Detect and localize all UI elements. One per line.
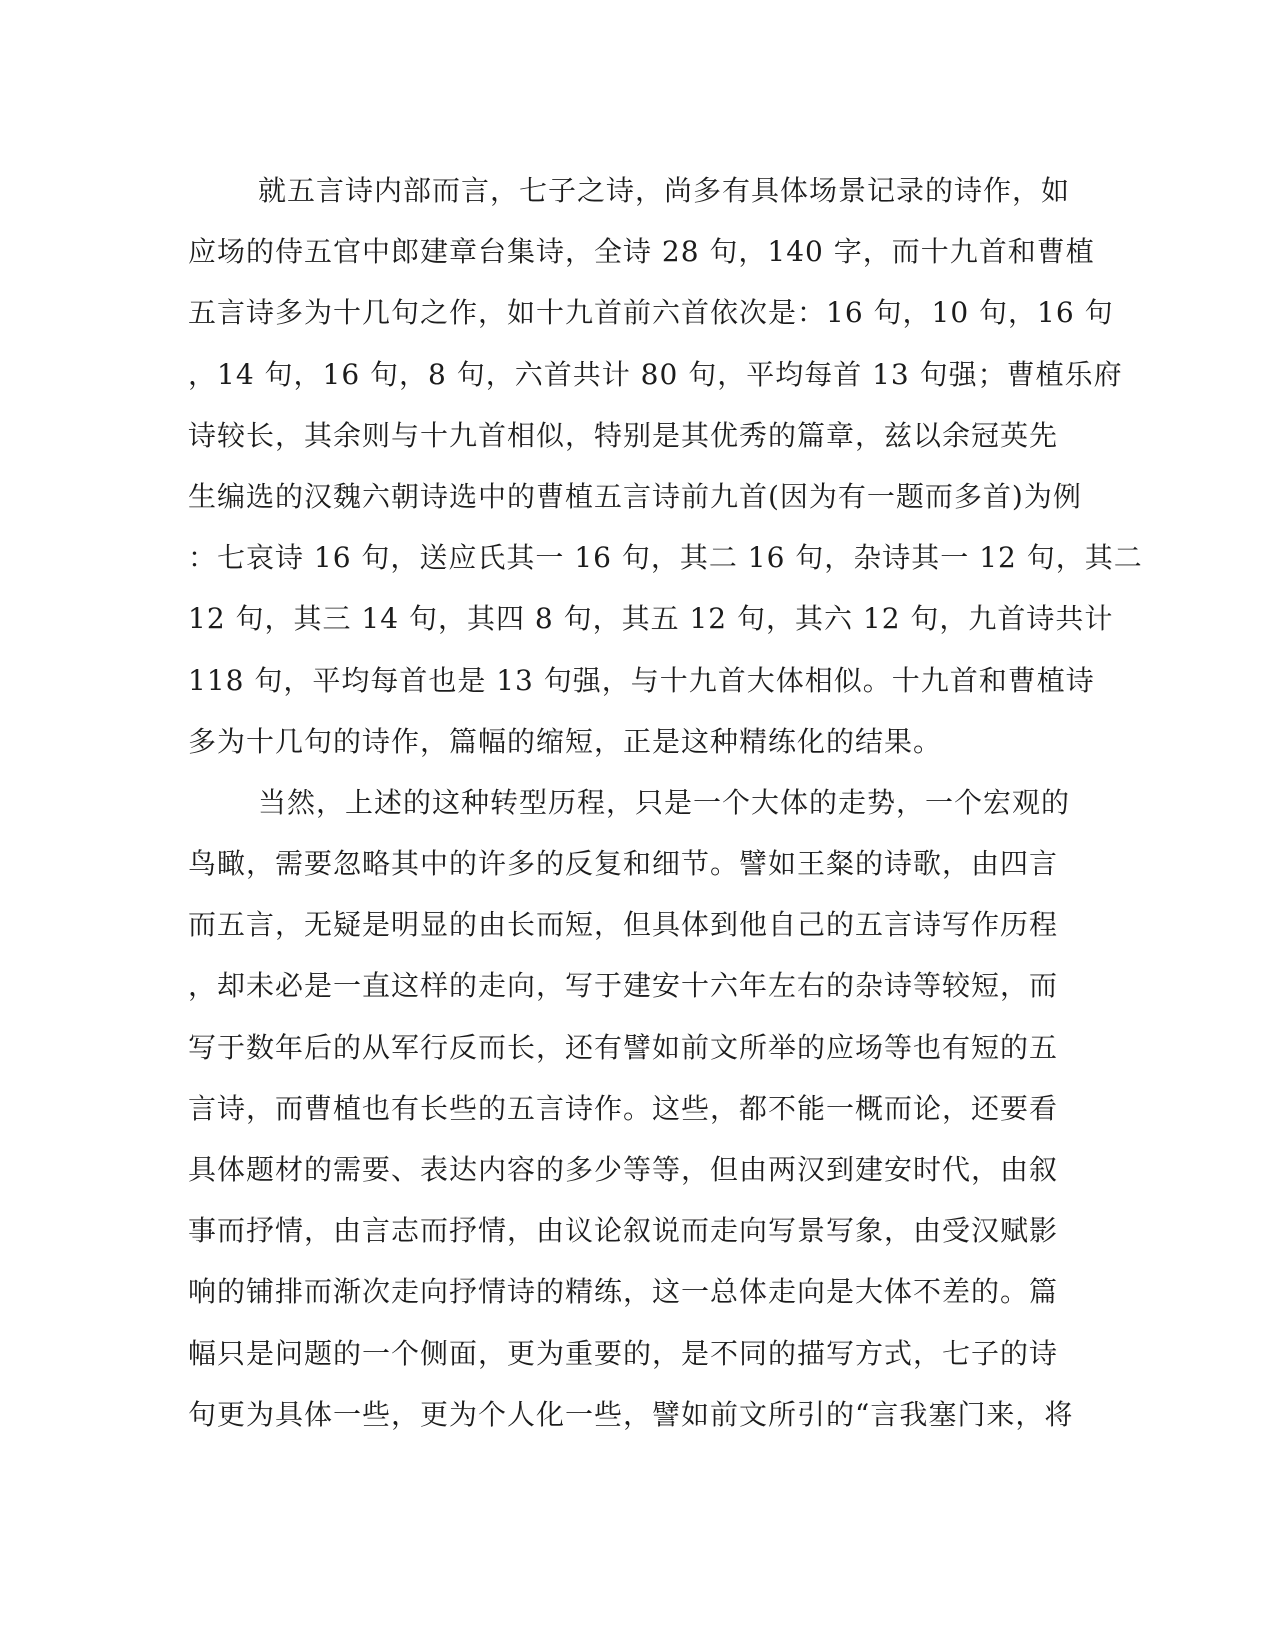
paragraph-1-line-7: ：七哀诗 16 句，送应氏其一 16 句，其二 16 句，杂诗其一 12 句，其二 [188, 541, 1143, 575]
paragraph-1-line-8: 12 句，其三 14 句，其四 8 句，其五 12 句，其六 12 句，九首诗共计 [188, 602, 1114, 636]
paragraph-2-line-2: 鸟瞰，需要忽略其中的许多的反复和细节。譬如王粲的诗歌，由四言 [188, 847, 1059, 881]
paragraph-2-line-10: 幅只是问题的一个侧面，更为重要的，是不同的描写方式，七子的诗 [188, 1336, 1059, 1370]
paragraph-2-line-6: 言诗，而曹植也有长些的五言诗作。这些，都不能一概而论，还要看 [188, 1091, 1059, 1125]
paragraph-2-line-4: ，却未必是一直这样的走向，写于建安十六年左右的杂诗等较短，而 [188, 969, 1059, 1003]
paragraph-2-line-5: 写于数年后的从军行反而长，还有譬如前文所举的应场等也有短的五 [188, 1030, 1059, 1064]
paragraph-1-line-10: 多为十几句的诗作，篇幅的缩短，正是这种精练化的结果。 [188, 724, 943, 758]
paragraph-1-line-5: 诗较长，其余则与十九首相似，特别是其优秀的篇章，兹以余冠英先 [188, 418, 1059, 452]
paragraph-2-line-1: 当然，上述的这种转型历程，只是一个大体的走势，一个宏观的 [258, 785, 1071, 819]
paragraph-2-line-3: 而五言，无疑是明显的由长而短，但具体到他自己的五言诗写作历程 [188, 908, 1059, 942]
paragraph-1-line-1: 就五言诗内部而言，七子之诗，尚多有具体场景记录的诗作，如 [258, 174, 1071, 207]
paragraph-1-line-6: 生编选的汉魏六朝诗选中的曹植五言诗前九首(因为有一题而多首)为例 [188, 479, 1082, 513]
paragraph-1-line-4: ，14 句，16 句，8 句，六首共计 80 句，平均每首 13 句强；曹植乐府 [188, 357, 1123, 391]
paragraph-1-line-3: 五言诗多为十几句之作，如十九首前六首依次是：16 句，10 句，16 句 [188, 296, 1114, 330]
paragraph-2-line-11: 句更为具体一些，更为个人化一些，譬如前文所引的“言我塞门来，将 [188, 1397, 1074, 1431]
paragraph-1-line-2: 应场的侍五官中郎建章台集诗，全诗 28 句，140 字，而十九首和曹植 [188, 235, 1095, 269]
paragraph-2-line-7: 具体题材的需要、表达内容的多少等等，但由两汉到建安时代，由叙 [188, 1153, 1059, 1186]
paragraph-1-line-9: 118 句，平均每首也是 13 句强，与十九首大体相似。十九首和曹植诗 [188, 663, 1095, 697]
paragraph-2-line-9: 响的铺排而渐次走向抒情诗的精练，这一总体走向是大体不差的。篇 [188, 1275, 1059, 1309]
paragraph-2-line-8: 事而抒情，由言志而抒情，由议论叙说而走向写景写象，由受汉赋影 [188, 1214, 1059, 1248]
body-text [188, 160, 1143, 1445]
